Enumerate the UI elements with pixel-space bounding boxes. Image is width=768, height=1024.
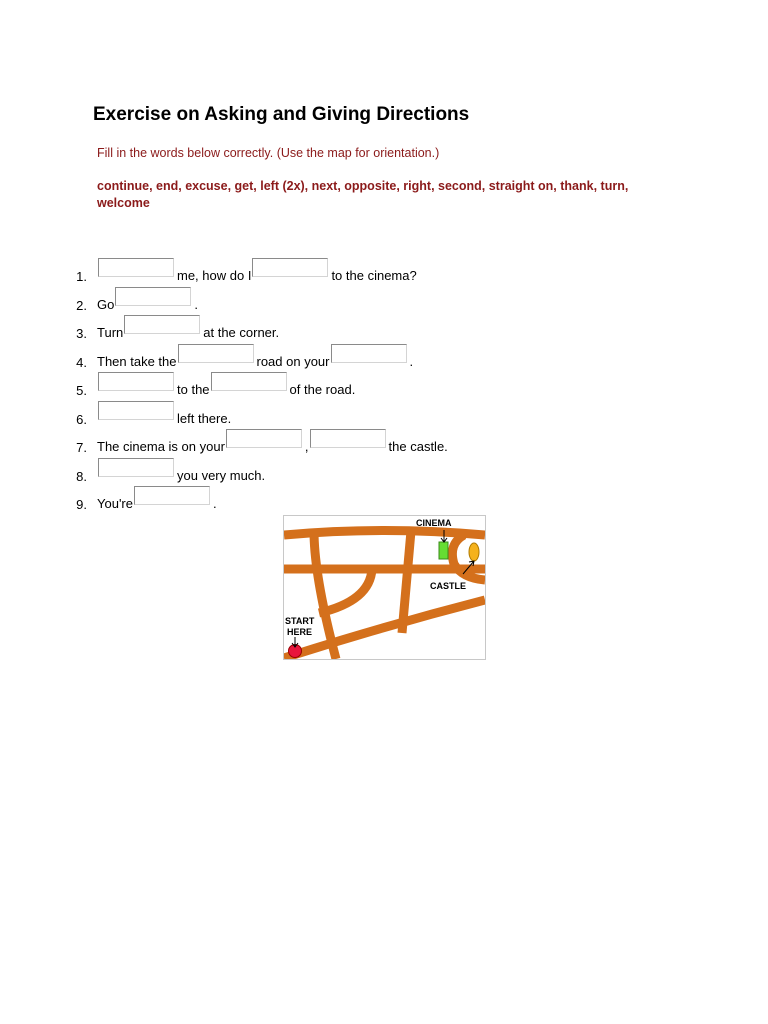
start-label-line2: HERE <box>287 627 313 637</box>
road-bottom <box>284 600 485 658</box>
question-text: you very much. <box>177 467 266 483</box>
start-label-line1: START <box>285 616 315 626</box>
question-text: left there. <box>177 410 232 426</box>
question-8 <box>0 458 768 487</box>
instructions: Fill in the words below correctly. (Use the map for orientation.) <box>97 146 440 160</box>
question-5 <box>0 372 768 401</box>
question-6 <box>0 401 768 430</box>
question-text: road on your <box>256 353 330 369</box>
question-text: me, how do I <box>177 268 252 283</box>
question-number: 3. <box>76 326 87 341</box>
question-text: You're <box>97 496 133 511</box>
page-title: Exercise on Asking and Giving Directions <box>93 104 470 125</box>
answer-input-1a[interactable] <box>98 258 174 277</box>
answer-input-7b[interactable] <box>310 429 386 448</box>
answer-input-4b[interactable] <box>331 344 407 363</box>
question-number: 1. <box>76 269 87 284</box>
question-number: 9. <box>76 497 87 512</box>
road-curve <box>319 569 372 613</box>
question-list <box>0 258 768 515</box>
answer-input-7a[interactable] <box>226 429 302 448</box>
question-text: . <box>194 296 198 312</box>
answer-input-4a[interactable] <box>178 344 254 363</box>
question-number: 5. <box>76 383 87 398</box>
question-number: 8. <box>76 468 87 484</box>
answer-input-5a[interactable] <box>98 372 174 391</box>
question-7 <box>0 429 768 458</box>
word-bank: continue, end, excuse, get, left (2x), next, opposite, right, second, straight on, thank, turn, welcome <box>97 179 629 210</box>
question-4 <box>0 344 768 373</box>
castle-label: CASTLE <box>430 581 466 591</box>
question-1 <box>0 258 768 287</box>
question-text: of the road. <box>289 382 356 397</box>
question-text: The cinema is on your <box>97 439 225 454</box>
question-number: 2. <box>76 297 87 313</box>
question-text: the castle. <box>388 439 448 454</box>
answer-input-3[interactable] <box>124 315 200 334</box>
roads <box>284 531 485 660</box>
question-text: , <box>304 439 309 454</box>
question-text: to the <box>177 382 210 397</box>
question-text: . <box>409 353 414 369</box>
question-text: . <box>212 496 217 511</box>
castle-marker <box>469 543 479 561</box>
answer-input-2[interactable] <box>115 287 191 306</box>
question-number: 6. <box>76 411 87 427</box>
question-text: at the corner. <box>203 325 280 340</box>
road-left-vertical <box>314 531 336 659</box>
cinema-marker <box>439 542 448 559</box>
answer-input-9[interactable] <box>134 486 210 505</box>
map-drawing <box>284 516 485 659</box>
answer-input-6[interactable] <box>98 401 174 420</box>
question-number: 7. <box>76 440 87 455</box>
answer-input-8[interactable] <box>98 458 174 477</box>
answer-input-1b[interactable] <box>252 258 328 277</box>
direction-map <box>283 515 486 660</box>
question-3 <box>0 315 768 344</box>
answer-input-5b[interactable] <box>211 372 287 391</box>
question-text: Go <box>97 296 115 312</box>
question-9 <box>0 486 768 515</box>
question-2 <box>0 287 768 316</box>
cinema-label: CINEMA <box>416 518 452 528</box>
question-text: Turn <box>97 325 124 340</box>
question-number: 4. <box>76 354 87 370</box>
question-text: to the cinema? <box>331 268 417 283</box>
question-text: Then take the <box>97 353 177 369</box>
